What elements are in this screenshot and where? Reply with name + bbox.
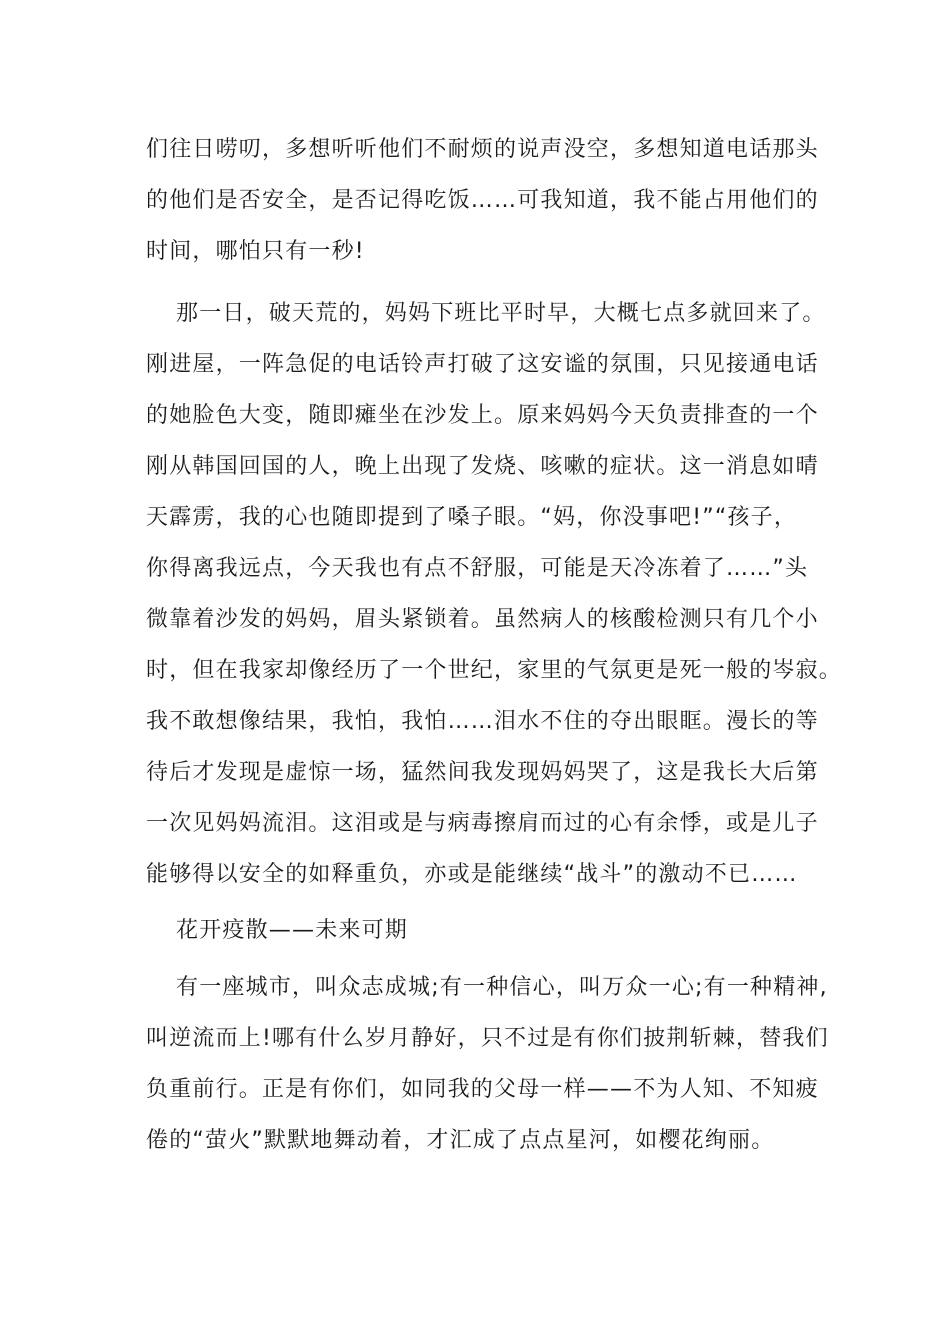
text-line: 我不敢想像结果，我怕，我怕……泪水不住的夺出眼眶。漫长的等 [146, 709, 819, 734]
text-line: 时间，哪怕只有一秒! [146, 239, 365, 264]
text-line: 倦的“萤火”默默地舞动着，才汇成了点点星河，如樱花绚丽。 [146, 1128, 775, 1153]
text-line: 那一日，破天荒的，妈妈下班比平时早，大概七点多就回来了。 [176, 301, 826, 326]
section-heading: 花开疫散——未来可期 [176, 918, 409, 943]
text-line: 的他们是否安全，是否记得吃饭……可我知道，我不能占用他们的 [146, 188, 819, 213]
text-line: 天霹雳，我的心也随即提到了嗓子眼。“妈，你没事吧!”“孩子， [146, 505, 798, 530]
text-line: 的她脸色大变，随即瘫坐在沙发上。原来妈妈今天负责排查的一个 [146, 403, 819, 428]
text-line: 一次见妈妈流泪。这泪或是与病毒擦肩而过的心有余悸，或是儿子 [146, 811, 819, 836]
text-line: 你得离我远点，今天我也有点不舒服，可能是天冷冻着了……”头 [146, 556, 809, 581]
text-line: 待后才发现是虚惊一场，猛然间我发现妈妈哭了，这是我长大后第 [146, 760, 819, 785]
text-line: 们往日唠叨，多想听听他们不耐烦的说声没空，多想知道电话那头 [146, 137, 819, 162]
text-line: 微靠着沙发的妈妈，眉头紧锁着。虽然病人的核酸检测只有几个小 [146, 607, 819, 632]
text-line: 负重前行。正是有你们，如同我的父母一样——不为人知、不知疲 [146, 1077, 819, 1102]
text-line: 有一座城市，叫众志成城;有一种信心，叫万众一心;有一种精神, [176, 975, 828, 1000]
text-line: 刚从韩国回国的人，晚上出现了发烧、咳嗽的症状。这一消息如晴 [146, 454, 819, 479]
text-line: 叫逆流而上!哪有什么岁月静好，只不过是有你们披荆斩棘，替我们 [146, 1026, 829, 1051]
text-line: 能够得以安全的如释重负，亦或是能继续“战斗”的激动不已…… [146, 862, 798, 887]
text-line: 刚进屋，一阵急促的电话铃声打破了这安谧的氛围，只见接通电话 [146, 352, 819, 377]
text-line: 时，但在我家却像经历了一个世纪，家里的气氛更是死一般的岑寂。 [146, 658, 843, 683]
